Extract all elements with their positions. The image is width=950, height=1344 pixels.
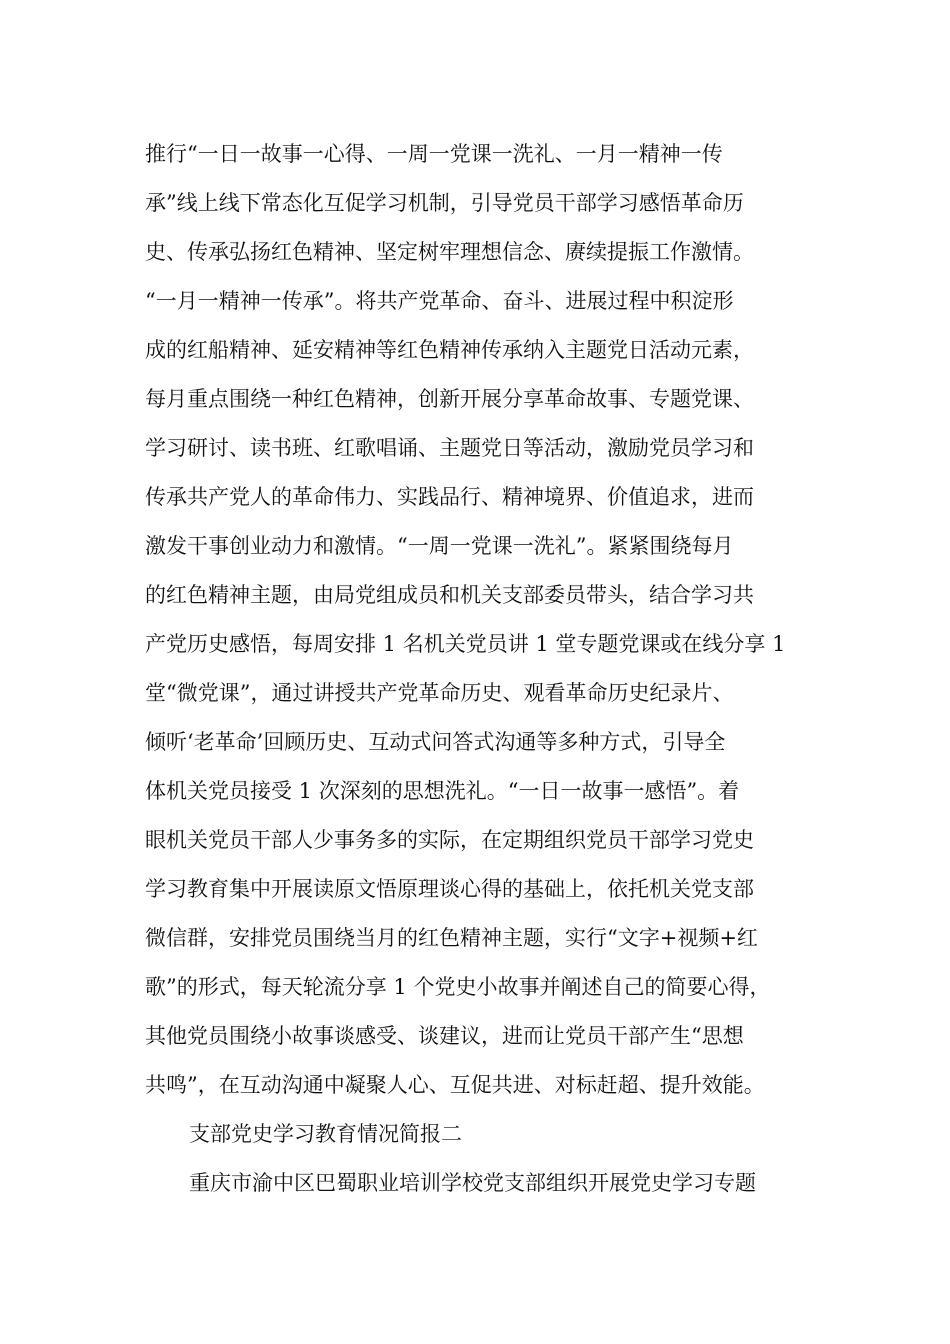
text-line: 推行“一日一故事一心得、一周一党课一洗礼、一月一精神一传 [145, 142, 723, 166]
text-line: 每月重点围绕一种红色精神，创新开展分享革命故事、专题党课、 [145, 387, 754, 411]
text-line: 歌”的形式，每天轮流分享 1 个党史小故事并阐述自己的简要心得， [145, 975, 771, 999]
text-line: 微信群，安排党员围绕当月的红色精神主题，实行“文字+视频+红 [145, 926, 758, 950]
text-line: 传承共产党人的革命伟力、实践品行、精神境界、价值追求，进而 [145, 485, 754, 509]
text-line: 成的红船精神、延安精神等红色精神传承纳入主题党日活动元素， [145, 338, 754, 362]
text-line: 其他党员围绕小故事谈感受、谈建议，进而让党员干部产生“思想 [145, 1024, 744, 1048]
text-line: 产党历史感悟，每周安排 1 名机关党员讲 1 堂专题党课或在线分享 1 [145, 632, 786, 656]
text-line: 学习教育集中开展读原文悟原理谈心得的基础上，依托机关党支部 [145, 877, 754, 901]
text-line: 承”线上线下常态化互促学习机制，引导党员干部学习感悟革命历 [145, 191, 744, 215]
text-line: 体机关党员接受 1 次深刻的思想洗礼。“一日一故事一感悟”。着 [145, 779, 740, 803]
text-line: 的红色精神主题，由局党组成员和机关支部委员带头，结合学习共 [145, 583, 754, 607]
text-line: “一月一精神一传承”。将共产党革命、奋斗、进展过程中积淀形 [145, 289, 734, 313]
text-line: 共鸣”，在互动沟通中凝聚人心、互促共进、对标赶超、提升效能。 [145, 1073, 765, 1097]
section-heading: 支部党史学习教育情况简报二 [189, 1122, 462, 1146]
paragraph-start-line: 重庆市渝中区巴蜀职业培训学校党支部组织开展党史学习专题 [189, 1171, 756, 1195]
text-line: 堂“微党课”，通过讲授共产党革命历史、观看革命历史纪录片、 [145, 681, 734, 705]
text-line: 激发干事创业动力和激情。“一周一党课一洗礼”。紧紧围绕每月 [145, 534, 734, 558]
body-text [145, 130, 825, 1208]
text-line: 学习研讨、读书班、红歌唱诵、主题党日等活动，激励党员学习和 [145, 436, 754, 460]
text-line: 史、传承弘扬红色精神、坚定树牢理想信念、赓续提振工作激情。 [145, 240, 754, 264]
text-line: 眼机关党员干部人少事务多的实际，在定期组织党员干部学习党史 [145, 828, 754, 852]
text-line: 倾听‘老革命’回顾历史、互动式问答式沟通等多种方式，引导全 [145, 730, 726, 754]
